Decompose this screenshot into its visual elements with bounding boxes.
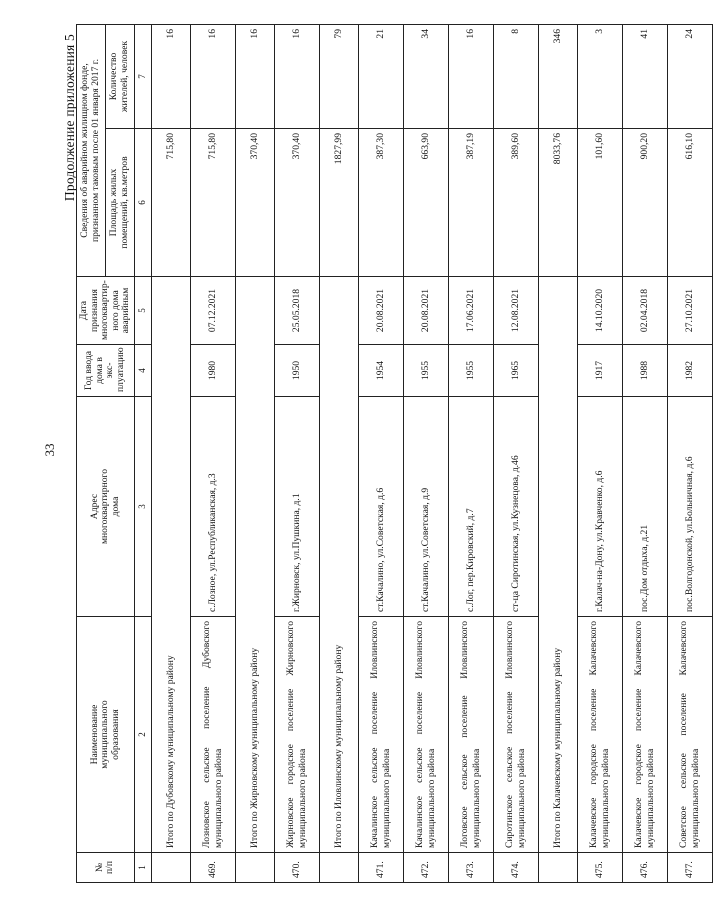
address-cell: ст.Качалино, ул.Советская, д.9 <box>403 397 448 617</box>
municipality-cell: Сиротинское сельское поселение Иловлинского муниципального района <box>493 617 538 853</box>
column-number: 6 <box>134 129 151 277</box>
column-number: 5 <box>134 277 151 345</box>
header-year-text: Год ввода дома в экс- плуатацию <box>83 347 126 392</box>
year-cell: 1980 <box>190 345 235 397</box>
date-cell: 17.06.2021 <box>448 277 493 345</box>
header-num-text: № п/п <box>93 861 116 874</box>
residents-cell: 24 <box>667 24 712 128</box>
subtotal-label: Итого по Дубовскому муниципальному району <box>151 277 190 853</box>
municipality-cell: Лозновское сельское поселение Дубовского муниципального района <box>190 617 235 853</box>
subtotal-label: Итого по Иловлинскому муниципальному району <box>319 277 358 853</box>
table-row <box>493 24 538 882</box>
header-date-text: Дата признания многоквартир- ного дома аварийным <box>78 280 132 340</box>
subtotal-num-cell <box>235 853 274 883</box>
area-cell: 101,60 <box>577 129 622 277</box>
row-number: 473. <box>448 853 493 883</box>
column-number-row <box>134 24 151 882</box>
area-cell: 900,20 <box>622 129 667 277</box>
area-cell: 1827,99 <box>319 129 358 277</box>
table-row <box>448 24 493 882</box>
municipality-cell: Калачевское городское поселение Калачевского муниципального района <box>622 617 667 853</box>
subtotal-row <box>538 24 577 882</box>
area-cell: 616,10 <box>667 129 712 277</box>
column-number: 2 <box>134 617 151 853</box>
column-number: 7 <box>134 24 151 128</box>
row-number: 475. <box>577 853 622 883</box>
year-cell: 1917 <box>577 345 622 397</box>
address-cell: г.Калач-на-Дону, ул.Кравченко, д.6 <box>577 397 622 617</box>
row-number: 471. <box>358 853 403 883</box>
year-cell: 1955 <box>403 345 448 397</box>
appendix-continuation-title: Продолжение приложения 5 <box>62 34 77 202</box>
address-cell: ст-ца Сиротинская, ул.Кузнецова, д.46 <box>493 397 538 617</box>
municipality-cell: Советское сельское поселение Калачевского муниципального района <box>667 617 712 853</box>
date-cell: 25.05.2018 <box>274 277 319 345</box>
address-cell: с.Лозное, ул.Республиканская, д.3 <box>190 397 235 617</box>
year-cell: 1988 <box>622 345 667 397</box>
header-area-text: Площадь жилых помещений, кв.метров <box>108 156 130 249</box>
column-number: 1 <box>134 853 151 883</box>
address-cell: пос.Волгодонской, ул.Больничная, д.6 <box>667 397 712 617</box>
header-group <box>77 24 106 276</box>
address-cell: г.Жирновск, ул.Пушкина, д.1 <box>274 397 319 617</box>
address-cell: ст.Качалино, ул.Советская, д.6 <box>358 397 403 617</box>
residents-cell: 16 <box>274 24 319 128</box>
municipality-cell: Качалинское сельское поселение Иловлинского муниципального района <box>403 617 448 853</box>
table-row <box>577 24 622 882</box>
subtotal-num-cell <box>151 853 190 883</box>
table-row <box>622 24 667 882</box>
municipality-cell: Жирновское городское поселение Жирновского муниципального района <box>274 617 319 853</box>
date-cell: 14.10.2020 <box>577 277 622 345</box>
header-address-text: Адрес многоквартирного дома <box>88 468 121 545</box>
area-cell: 370,40 <box>274 129 319 277</box>
year-cell: 1982 <box>667 345 712 397</box>
row-number: 474. <box>493 853 538 883</box>
column-number: 4 <box>134 345 151 397</box>
residents-cell: 21 <box>358 24 403 128</box>
area-cell: 715,80 <box>151 129 190 277</box>
date-cell: 20.08.2021 <box>403 277 448 345</box>
header-residents <box>105 24 134 128</box>
subtotal-label: Итого по Калачевскому муниципальному району <box>538 277 577 853</box>
table-row <box>667 24 712 882</box>
area-cell: 8033,76 <box>538 129 577 277</box>
residents-cell: 346 <box>538 24 577 128</box>
subtotal-num-cell <box>538 853 577 883</box>
residents-cell: 16 <box>151 24 190 128</box>
municipality-cell: Логовское сельское поселение Иловлинского муниципального района <box>448 617 493 853</box>
date-cell: 12.08.2021 <box>493 277 538 345</box>
header-address <box>77 397 135 617</box>
municipality-cell: Калачевское городское поселение Калачевского муниципального района <box>577 617 622 853</box>
header-municipality <box>77 617 135 853</box>
residents-cell: 16 <box>235 24 274 128</box>
date-cell: 20.08.2021 <box>358 277 403 345</box>
page-number: 33 <box>42 443 57 457</box>
area-cell: 387,19 <box>448 129 493 277</box>
header-residents-text: Количество жителей, человек <box>108 40 130 113</box>
residents-cell: 16 <box>448 24 493 128</box>
subtotal-row <box>151 24 190 882</box>
year-cell: 1965 <box>493 345 538 397</box>
year-cell: 1955 <box>448 345 493 397</box>
emergency-housing-table <box>76 24 713 883</box>
year-cell: 1954 <box>358 345 403 397</box>
date-cell: 02.04.2018 <box>622 277 667 345</box>
address-cell: с.Лог, пер.Кировский, д.7 <box>448 397 493 617</box>
residents-cell: 16 <box>190 24 235 128</box>
row-number: 472. <box>403 853 448 883</box>
row-number: 476. <box>622 853 667 883</box>
area-cell: 389,60 <box>493 129 538 277</box>
header-group-text: Сведения об аварийном жилищном фонде, признанном таковым после 01 января 2017 г. <box>79 58 101 243</box>
column-number: 3 <box>134 397 151 617</box>
municipality-cell: Качалинское сельское поселение Иловлинского муниципального района <box>358 617 403 853</box>
header-area <box>105 129 134 277</box>
area-cell: 387,30 <box>358 129 403 277</box>
table-row <box>190 24 235 882</box>
year-cell: 1950 <box>274 345 319 397</box>
header-year <box>77 345 135 397</box>
subtotal-row <box>319 24 358 882</box>
header-municipality-text: Наименование муниципального образования <box>88 700 121 769</box>
subtotal-num-cell <box>319 853 358 883</box>
row-number: 469. <box>190 853 235 883</box>
address-cell: пос.Дом отдыха, д.21 <box>622 397 667 617</box>
header-num <box>77 853 135 883</box>
table-row <box>274 24 319 882</box>
area-cell: 370,40 <box>235 129 274 277</box>
subtotal-row <box>235 24 274 882</box>
residents-cell: 41 <box>622 24 667 128</box>
residents-cell: 79 <box>319 24 358 128</box>
date-cell: 27.10.2021 <box>667 277 712 345</box>
residents-cell: 8 <box>493 24 538 128</box>
residents-cell: 34 <box>403 24 448 128</box>
table-row <box>358 24 403 882</box>
row-number: 470. <box>274 853 319 883</box>
subtotal-label: Итого по Жирновскому муниципальному району <box>235 277 274 853</box>
date-cell: 07.12.2021 <box>190 277 235 345</box>
residents-cell: 3 <box>577 24 622 128</box>
header-date <box>77 277 135 345</box>
table-row <box>403 24 448 882</box>
area-cell: 715,80 <box>190 129 235 277</box>
row-number: 477. <box>667 853 712 883</box>
area-cell: 663,90 <box>403 129 448 277</box>
